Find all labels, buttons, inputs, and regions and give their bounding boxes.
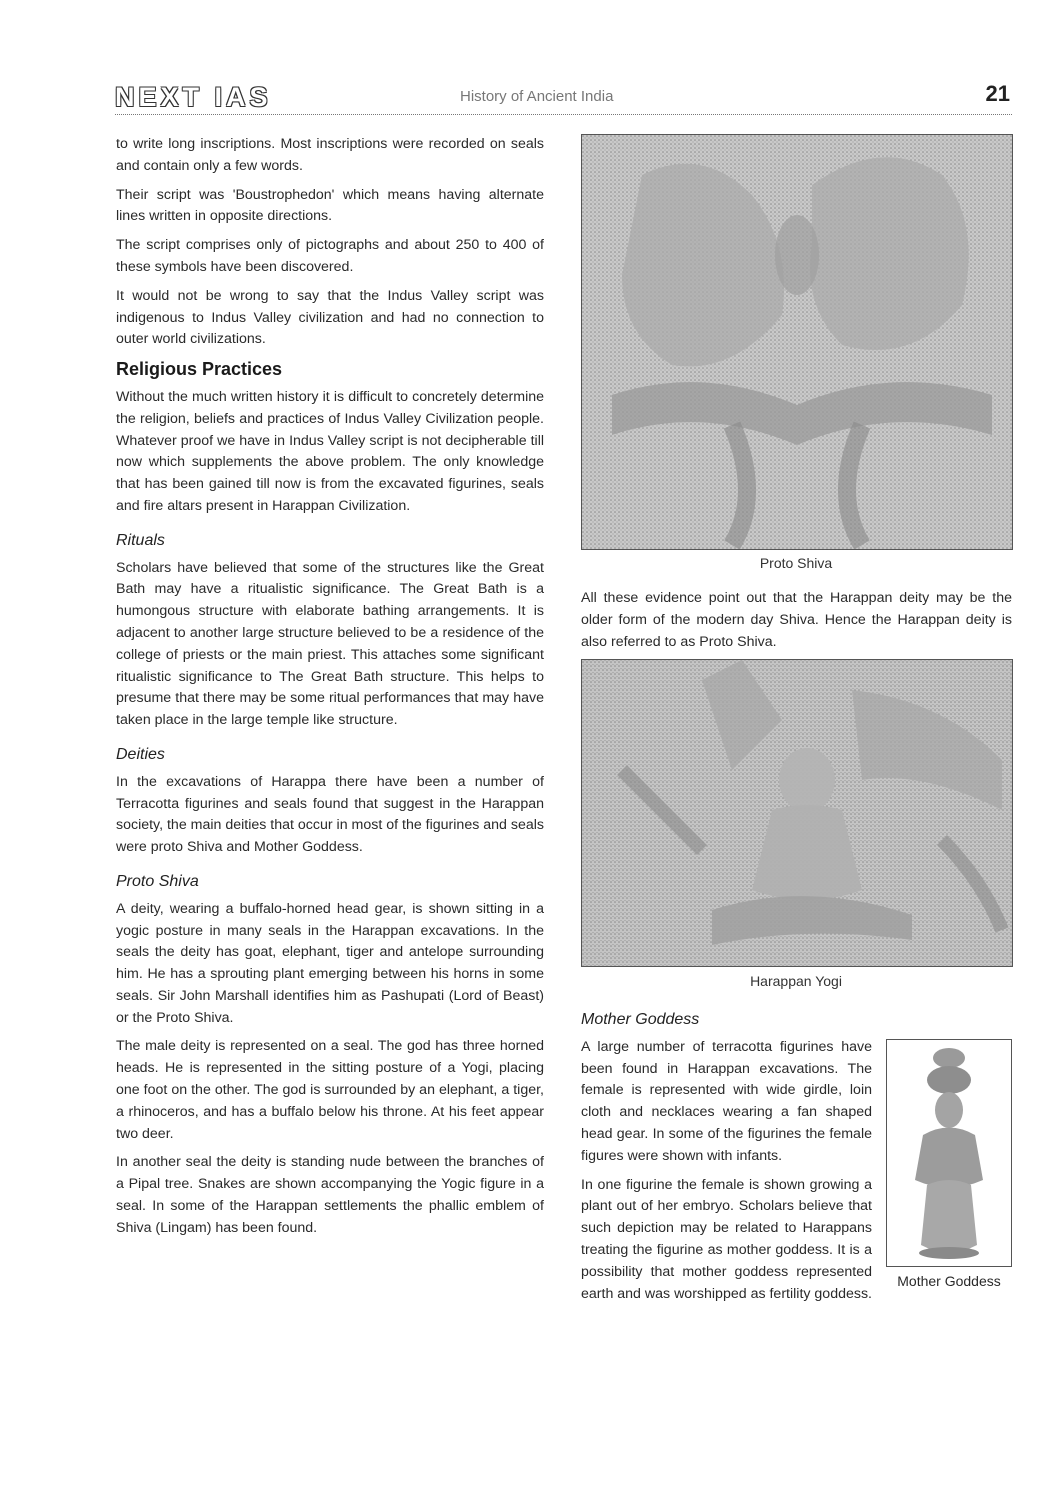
paragraph: A deity, wearing a buffalo-horned head gear, is shown sitting in a yogic posture in many seals in the Harappan excavations. In the seals the deity has goat, elephant, tiger and antelope surrounding him. He has a sprouting plant emerging between his horns in some seals. Sir John Marshall identifies him as Pashupati (Lord of Beast) or the Proto Shiva.: [116, 900, 544, 1026]
paragraph: The script comprises only of pictographs and about 250 to 400 of these symbols have been discovered.: [116, 237, 544, 275]
harappan-yogi-image: [581, 659, 1013, 967]
paragraph: In another seal the deity is standing nude between the branches of a Pipal tree. Snakes are shown accompanying the Yogic figure in a seal. In some of the Harappan settlements the phallic emblem of Shiva (Lingam) has been found.: [116, 1154, 544, 1236]
mother-goddess-illustration: [887, 1040, 1011, 1266]
paragraph: Scholars have believed that some of the structures like the Great Bath may have a ritualistic significance. The Great Bath is a humongous structure with elaborate bathing arrangements. It is adjacent to another large structure believed to be a residence of the college of priests or the main priest. This attaches some significant ritualistic significance to The Great Bath structure. This helps to presume that there may be some ritual performances that may have taken place in the large temple like structure.: [116, 559, 544, 729]
harappan-yogi-caption: Harappan Yogi: [750, 973, 842, 989]
paragraph: The male deity is represented on a seal. The god has three horned heads. He is represented in the sitting posture of a Yogi, placing one foot on the other. The god is surrounded by an elephant, a tiger, a rhinoceros, and has a buffalo below his throne. At his feet appear two deer.: [116, 1038, 544, 1142]
paragraph: All these evidence point out that the Harappan deity may be the older form of the modern day Shiva. Hence the Harappan deity is also referred to as Proto Shiva.: [581, 590, 1012, 650]
proto-shiva-illustration: [582, 135, 1012, 549]
section-heading-religious-practices: Religious Practices: [116, 359, 283, 380]
paragraph: It would not be wrong to say that the Indus Valley script was indigenous to Indus Valley civilization and had no connection to outer world civilizations.: [116, 287, 544, 348]
page-number: 21: [985, 81, 1010, 106]
proto-shiva-image: [581, 134, 1013, 550]
subheading-mother-goddess: Mother Goddess: [581, 1011, 700, 1028]
subheading-deities: Deities: [116, 745, 165, 763]
paragraph: In the excavations of Harappa there have been a number of Terracotta figurines and seals found that suggest in the Harappan society, the main deities that occur in most of the figurines and seals were proto Shiva and Mother Goddess.: [116, 773, 544, 856]
mother-goddess-text-wrap: [581, 1037, 1012, 1313]
mother-goddess-figure: [886, 1039, 1012, 1293]
paragraph: to write long inscriptions. Most inscriptions were recorded on seals and contain only a few words.: [116, 136, 544, 174]
subheading-proto-shiva: Proto Shiva: [116, 872, 199, 890]
right-column: [581, 588, 1012, 660]
left-column: [116, 134, 544, 1247]
paragraph: In one figurine the female is shown growing a plant out of her embryo. Scholars believe that such depiction may be related to Harappans treating the figurine as mother goddess. It is a possibility that mother goddess represented earth and was worshipped as fertility goddess.: [581, 1176, 873, 1302]
paragraph: Without the much written history it is difficult to concretely determine the religion, beliefs and practices of Indus Valley Civilization people. Whatever proof we have in Indus Valley script is not decipherable till now which supplements the above problem. The only knowledge that has been gained till now is from the excavated figurines, seals and fire altars present in Harappan Civilization.: [116, 388, 544, 514]
paragraph: A large number of terracotta figurines have been found in Harappan excavations. The female is represented with wide girdle, loin cloth and necklaces wearing a fan shaped head gear. In some of the figurines the female figures were shown with infants.: [581, 1038, 872, 1164]
subheading-rituals: Rituals: [116, 531, 165, 549]
page-header: [115, 80, 1012, 115]
paragraph: Their script was 'Boustrophedon' which means having alternate lines written in opposite directions.: [116, 186, 544, 225]
mother-goddess-caption: Mother Goddess: [897, 1272, 1001, 1289]
brand-logo: NEXT IAS: [115, 82, 272, 112]
running-title: History of Ancient India: [460, 88, 614, 105]
mother-goddess-section: [581, 1009, 1012, 1312]
harappan-yogi-illustration: [582, 660, 1012, 966]
mother-goddess-image: [886, 1039, 1012, 1267]
proto-shiva-caption: Proto Shiva: [759, 555, 833, 571]
